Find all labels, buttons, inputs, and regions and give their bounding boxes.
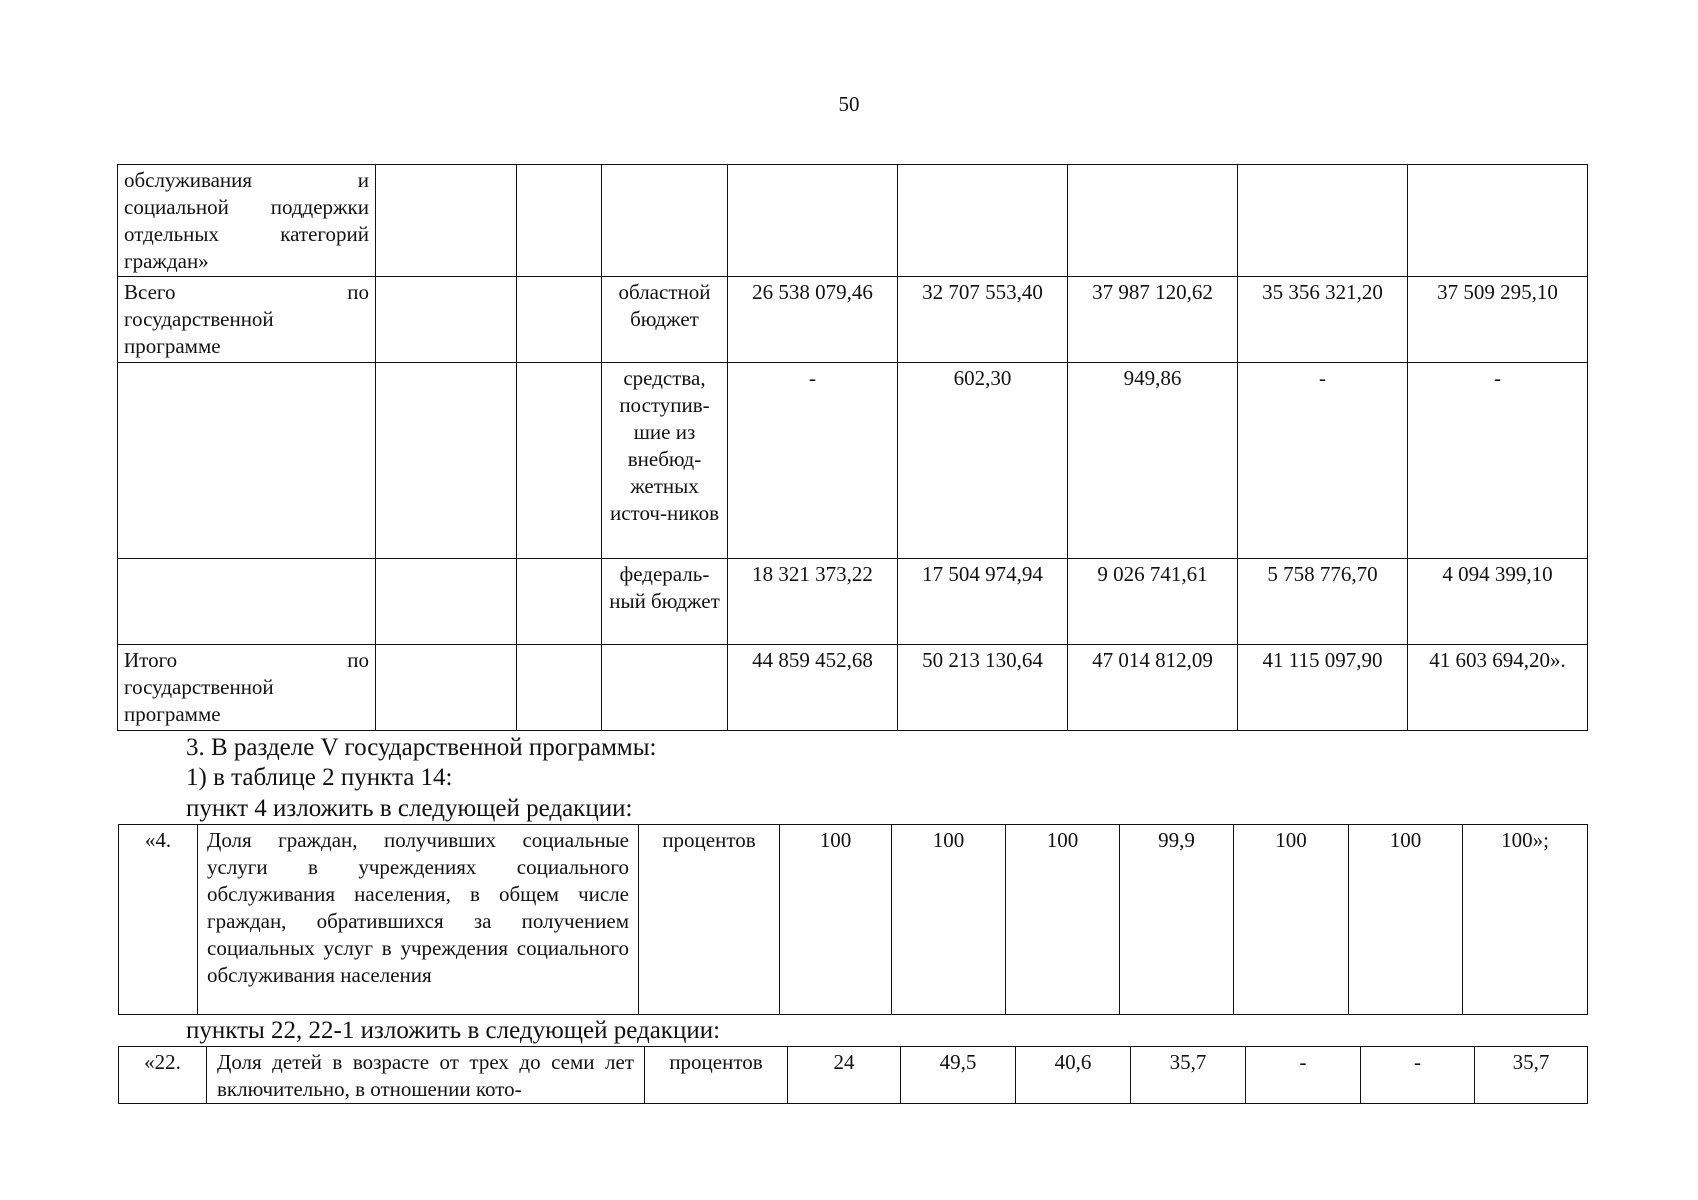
- value-cell: 32 707 553,40: [898, 277, 1068, 363]
- value-cell: 35,7: [1475, 1047, 1588, 1104]
- value-cell: 35,7: [1131, 1047, 1246, 1104]
- financing-table: [117, 164, 1588, 731]
- label-po: по: [347, 648, 369, 672]
- label-line-1b: и: [357, 168, 369, 192]
- source-regional-budget: областной бюджет: [602, 277, 728, 363]
- value-cell: 100: [892, 825, 1006, 1015]
- label-line-4: граждан»: [124, 249, 209, 273]
- label-vsego: Всего: [124, 280, 176, 304]
- paragraph-table-2: 1) в таблице 2 пункта 14:: [186, 764, 453, 791]
- value-cell: 26 538 079,46: [728, 277, 898, 363]
- value-cell: 602,30: [898, 363, 1068, 559]
- table-row-federal: [118, 559, 1588, 645]
- value-cell: 41 115 097,90: [1238, 645, 1408, 731]
- value-cell: 47 014 812,09: [1068, 645, 1238, 731]
- table-row-continuation: [118, 165, 1588, 277]
- value-cell: -: [1361, 1047, 1475, 1104]
- value-cell: 9 026 741,61: [1068, 559, 1238, 645]
- value-cell: 49,5: [901, 1047, 1016, 1104]
- indicator-22-table: [118, 1046, 1588, 1104]
- value-cell: -: [1238, 363, 1408, 559]
- value-cell: 100: [780, 825, 892, 1015]
- paragraph-points-22: пункты 22, 22-1 изложить в следующей редакции:: [186, 1017, 721, 1044]
- table-row-total-regional: [118, 277, 1588, 363]
- table-row-extrabudget: [118, 363, 1588, 559]
- table-row: [119, 1047, 1588, 1104]
- value-cell: 100: [1349, 825, 1463, 1015]
- value-cell: 40,6: [1016, 1047, 1131, 1104]
- row-label-continuation: [118, 165, 376, 277]
- indicator-unit: процентов: [639, 825, 780, 1015]
- value-cell: 4 094 399,10: [1408, 559, 1588, 645]
- row-label-grand-total: [118, 645, 376, 731]
- source-extrabudget: средства, поступив-шие из внебюд-жетных источ-ников: [602, 363, 728, 559]
- paragraph-point-4: пункт 4 изложить в следующей редакции:: [186, 795, 633, 822]
- indicator-description: Доля граждан, получивших социальные услуги в учреждениях социального обслуживания населения, в общем числе граждан, обратившихся за получением социальных услуг в учреждения социального обслуживания населения: [198, 825, 639, 1015]
- value-cell: 35 356 321,20: [1238, 277, 1408, 363]
- value-cell: 24: [788, 1047, 901, 1104]
- source-federal-budget: федераль-ный бюджет: [602, 559, 728, 645]
- value-cell: 18 321 373,22: [728, 559, 898, 645]
- value-cell: 17 504 974,94: [898, 559, 1068, 645]
- page-number: 50: [838, 92, 860, 116]
- indicator-4-table: [118, 824, 1588, 1015]
- paragraph-section-v: 3. В разделе V государственной программы:: [186, 734, 657, 761]
- indicator-number: «22.: [119, 1047, 207, 1104]
- row-label-total: [118, 277, 376, 363]
- table-row: [119, 825, 1588, 1015]
- label-line-2: социальной поддержки: [124, 195, 369, 219]
- label-program: государственной программе: [124, 675, 274, 726]
- label-line-3: отдельных категорий: [124, 222, 369, 246]
- table-row-grand-total: [118, 645, 1588, 731]
- value-cell: 44 859 452,68: [728, 645, 898, 731]
- value-cell: 949,86: [1068, 363, 1238, 559]
- value-cell: 100: [1006, 825, 1120, 1015]
- label-line-1a: обслуживания: [124, 168, 253, 192]
- value-cell: 37 509 295,10: [1408, 277, 1588, 363]
- value-cell: -: [728, 363, 898, 559]
- value-cell: 37 987 120,62: [1068, 277, 1238, 363]
- value-cell: -: [1246, 1047, 1361, 1104]
- value-cell: 99,9: [1120, 825, 1234, 1015]
- value-cell: 5 758 776,70: [1238, 559, 1408, 645]
- value-cell: 100»;: [1463, 825, 1588, 1015]
- label-itogo: Итого: [124, 648, 178, 672]
- indicator-number: «4.: [119, 825, 198, 1015]
- value-cell: 41 603 694,20».: [1408, 645, 1588, 731]
- value-cell: 100: [1234, 825, 1349, 1015]
- indicator-description: Доля детей в возрасте от трех до семи лет включительно, в отношении кото-: [207, 1047, 645, 1104]
- value-cell: -: [1408, 363, 1588, 559]
- value-cell: 50 213 130,64: [898, 645, 1068, 731]
- label-po: по: [347, 280, 369, 304]
- label-program: государственной программе: [124, 307, 274, 358]
- indicator-unit: процентов: [645, 1047, 788, 1104]
